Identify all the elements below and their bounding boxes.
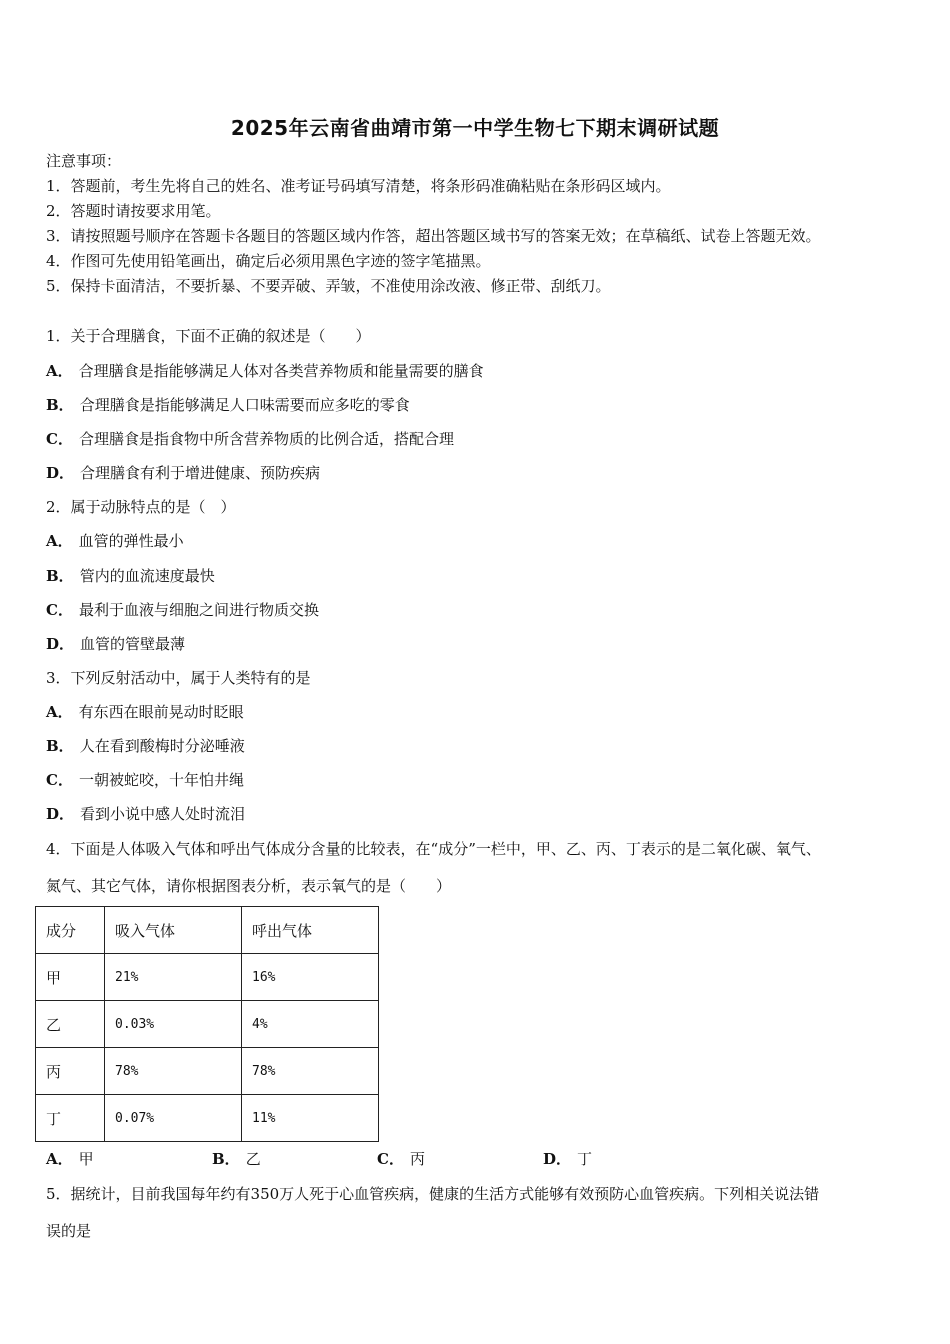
option-letter: D． [46,805,75,823]
option-letter: C． [46,430,73,448]
option-letter: B． [46,737,74,755]
question-1-option-b [46,395,410,415]
question-3-stem: 3．下列反射活动中，属于人类特有的是 [46,669,311,687]
question-1-option-d [46,463,320,483]
table-header-cell: 呼出气体 [242,907,379,954]
option-text: 血管的管壁最薄 [80,635,186,653]
option-text: 血管的弹性最小 [78,532,184,550]
table-row [36,1001,379,1048]
option-letter: D． [46,464,75,482]
table-row [36,954,379,1001]
gas-composition-table [35,906,379,1142]
option-text: 丙 [409,1150,425,1168]
option-text: 甲 [78,1150,94,1168]
option-text: 乙 [245,1150,261,1168]
question-5-stem-line-2: 误的是 [46,1222,92,1240]
table-cell: 11% [242,1095,379,1142]
question-4-choice-c [377,1149,425,1169]
table-cell: 丁 [36,1095,105,1142]
option-letter: B． [212,1150,240,1168]
question-3-option-a [46,702,244,722]
table-header-cell: 吸入气体 [105,907,242,954]
question-2-option-d [46,634,185,654]
table-cell: 4% [242,1001,379,1048]
table-cell: 78% [105,1048,242,1095]
table-cell: 16% [242,954,379,1001]
option-text: 管内的血流速度最快 [79,567,215,585]
table-cell: 0.03% [105,1001,242,1048]
option-text: 合理膳食是指能够满足人体对各类营养物质和能量需要的膳食 [78,362,484,380]
question-1-option-c [46,429,454,449]
table-cell: 78% [242,1048,379,1095]
question-5-stem-line-1: 5．据统计，目前我国每年约有350万人死于心血管疾病，健康的生活方式能够有效预防心血管疾病。下列相关说法错 [46,1185,820,1203]
table-cell: 0.07% [105,1095,242,1142]
question-4-choice-b [212,1149,261,1169]
option-letter: D． [46,635,75,653]
question-2-option-c [46,600,319,620]
question-3-option-b [46,736,245,756]
option-letter: D． [543,1150,572,1168]
option-letter: B． [46,567,74,585]
option-letter: A． [46,532,73,550]
question-4-stem-line-2: 氮气、其它气体，请你根据图表分析，表示氧气的是（ ） [46,877,452,895]
option-letter: A． [46,1150,73,1168]
option-letter: A． [46,362,73,380]
question-4-choice-a [46,1149,94,1169]
option-text: 有东西在眼前晃动时眨眼 [78,703,244,721]
option-letter: C． [46,601,73,619]
question-2-option-b [46,566,215,586]
table-header-row [36,907,379,954]
option-letter: A． [46,703,73,721]
table-row [36,1048,379,1095]
question-1-option-a [46,361,484,381]
table-cell: 21% [105,954,242,1001]
table-cell: 乙 [36,1001,105,1048]
notice-heading: 注意事项： [46,152,122,170]
table-row [36,1095,379,1142]
option-text: 最利于血液与细胞之间进行物质交换 [78,601,319,619]
option-letter: C． [377,1150,404,1168]
question-2-stem: 2．属于动脉特点的是（ ） [46,498,236,516]
question-3-option-c [46,770,244,790]
option-text: 丁 [577,1150,593,1168]
option-text: 一朝被蛇咬，十年怕井绳 [78,771,244,789]
table-cell: 甲 [36,954,105,1001]
notice-item: 4．作图可先使用铅笔画出，确定后必须用黑色字迹的签字笔描黑。 [46,252,491,270]
notice-item: 1．答题前，考生先将自己的姓名、准考证号码填写清楚，将条形码准确粘贴在条形码区域内。 [46,177,671,195]
question-2-option-a [46,531,184,551]
table-header-cell: 成分 [36,907,105,954]
option-text: 看到小说中感人处时流泪 [80,805,246,823]
question-1-stem: 1．关于合理膳食，下面不正确的叙述是（ ） [46,327,371,345]
notice-item: 3．请按照题号顺序在答题卡各题目的答题区域内作答，超出答题区域书写的答案无效；在草稿纸、试卷上答题无效。 [46,227,821,245]
question-4-choice-d [543,1149,592,1169]
notice-item: 5．保持卡面清洁，不要折暴、不要弄破、弄皱，不准使用涂改液、修正带、刮纸刀。 [46,277,611,295]
option-text: 人在看到酸梅时分泌唾液 [79,737,245,755]
table-cell: 丙 [36,1048,105,1095]
option-text: 合理膳食是指食物中所含营养物质的比例合适，搭配合理 [78,430,454,448]
option-letter: C． [46,771,73,789]
notice-item: 2．答题时请按要求用笔。 [46,202,221,220]
option-text: 合理膳食是指能够满足人口味需要而应多吃的零食 [79,396,410,414]
option-text: 合理膳食有利于增进健康、预防疾病 [80,464,321,482]
question-4-stem-line-1: 4．下面是人体吸入气体和呼出气体成分含量的比较表，在“成分”一栏中，甲、乙、丙、丁表示的是二氧化碳、氧气、 [46,840,821,858]
page-title: 2025年云南省曲靖市第一中学生物七下期末调研试题 [230,116,720,140]
question-3-option-d [46,804,245,824]
option-letter: B． [46,396,74,414]
